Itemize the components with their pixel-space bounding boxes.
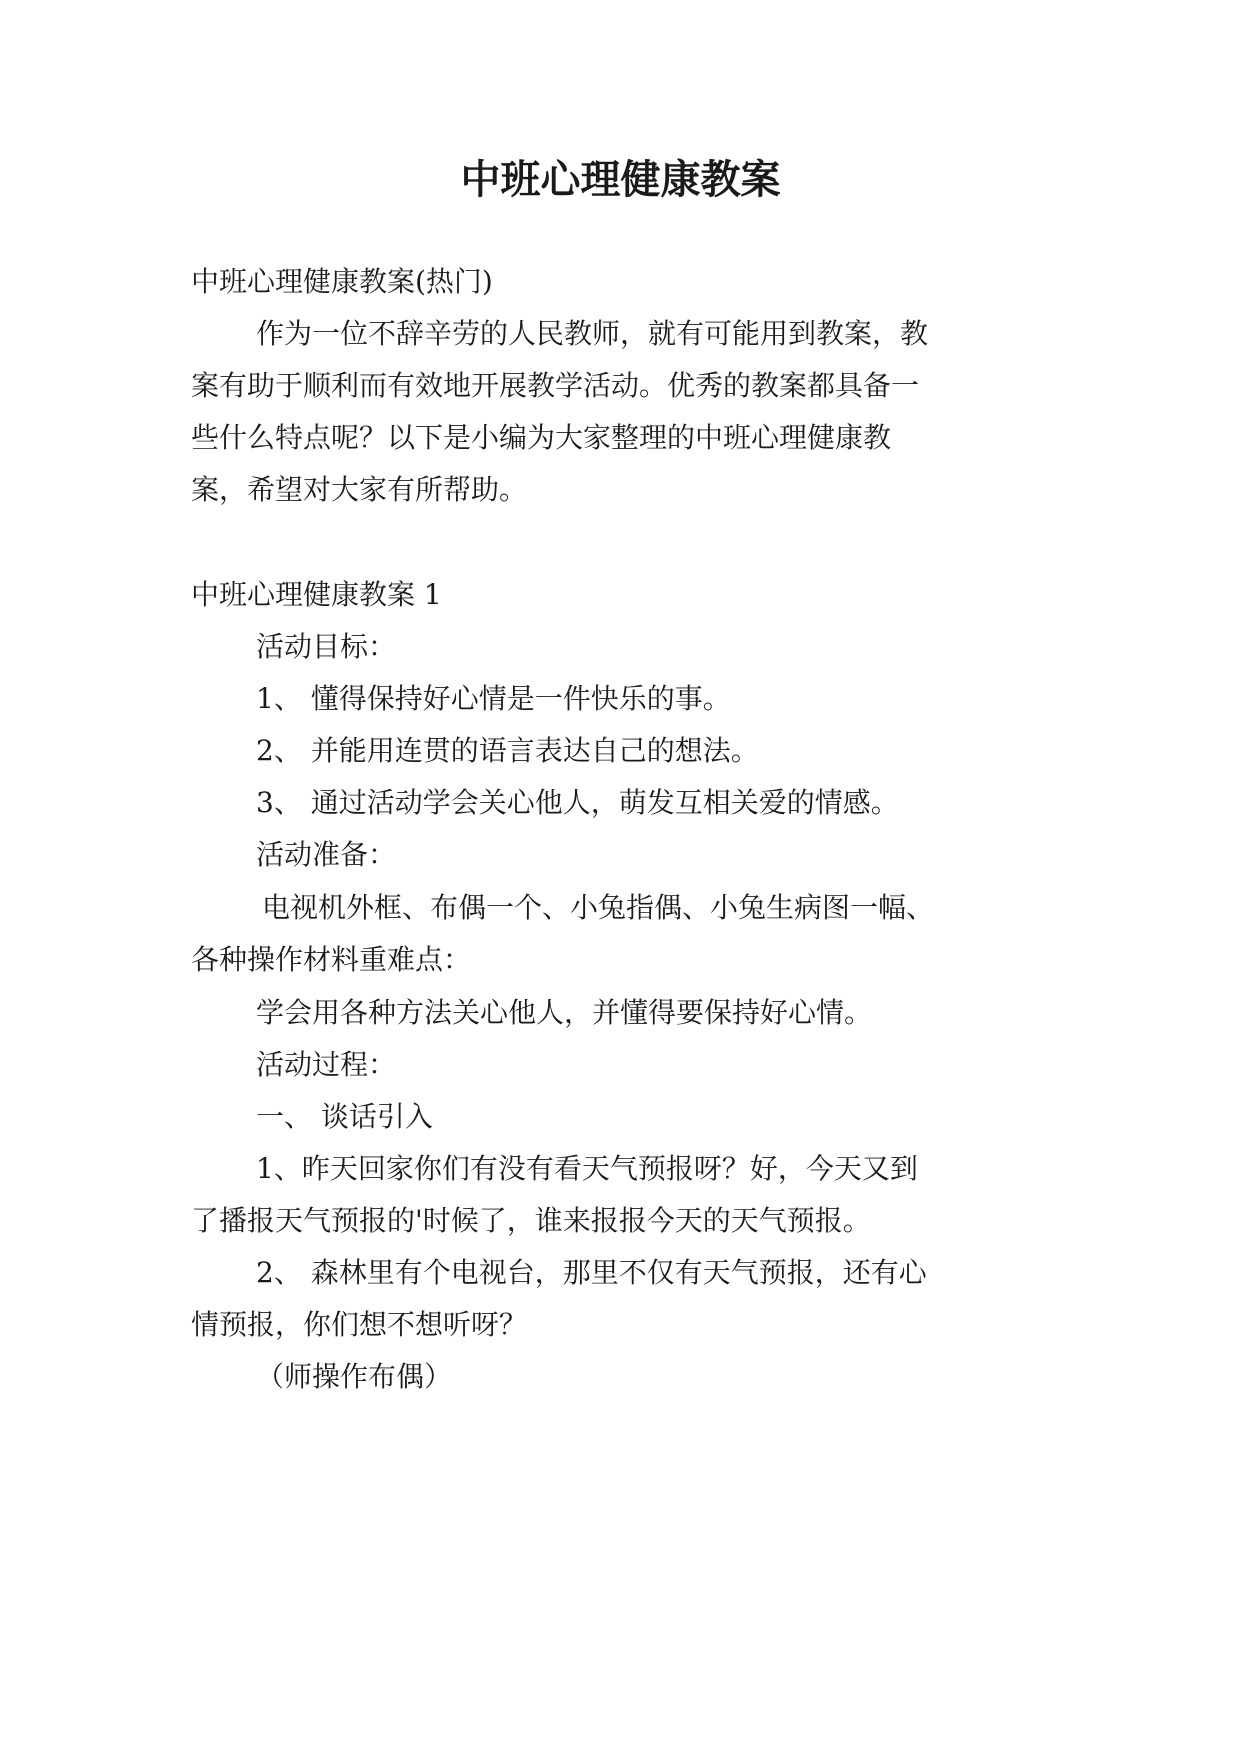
step-line: 了播报天气预报的'时候了，谁来报报今天的天气预报。: [191, 1204, 871, 1237]
goals-label: 活动目标：: [256, 630, 397, 663]
prep-line: 各种操作材料重难点：: [191, 943, 472, 976]
goal-item: 1、 懂得保持好心情是一件快乐的事。: [256, 682, 731, 715]
process-label: 活动过程：: [256, 1048, 397, 1081]
document-title: 中班心理健康教案: [460, 157, 781, 203]
step-line: 情预报，你们想不想听呀？: [191, 1308, 528, 1341]
prep-line: 电视机外框、布偶一个、小兔指偶、小兔生病图一幅、: [262, 891, 935, 924]
part-heading: 一、 谈话引入: [256, 1100, 433, 1133]
intro-line: 作为一位不辞辛劳的人民教师，就有可能用到教案，教: [256, 317, 929, 350]
intro-line: 些什么特点呢？以下是小编为大家整理的中班心理健康教: [191, 421, 892, 454]
prep-label: 活动准备：: [256, 838, 397, 871]
intro-line: 案有助于顺利而有效地开展教学活动。优秀的教案都具备一: [191, 369, 920, 402]
goal-item: 3、 通过活动学会关心他人，萌发互相关爱的情感。: [256, 786, 899, 819]
document-subtitle: 中班心理健康教案(热门): [191, 265, 493, 298]
section-heading: 中班心理健康教案 1: [191, 578, 442, 611]
step-line: 1、昨天回家你们有没有看天气预报呀？好，今天又到: [256, 1152, 918, 1185]
stage-note: （师操作布偶）: [256, 1360, 453, 1393]
step-line: 2、 森林里有个电视台，那里不仅有天气预报，还有心: [256, 1256, 927, 1289]
key-point: 学会用各种方法关心他人，并懂得要保持好心情。: [256, 996, 873, 1029]
goal-item: 2、 并能用连贯的语言表达自己的想法。: [256, 734, 759, 767]
intro-line: 案，希望对大家有所帮助。: [191, 473, 528, 506]
